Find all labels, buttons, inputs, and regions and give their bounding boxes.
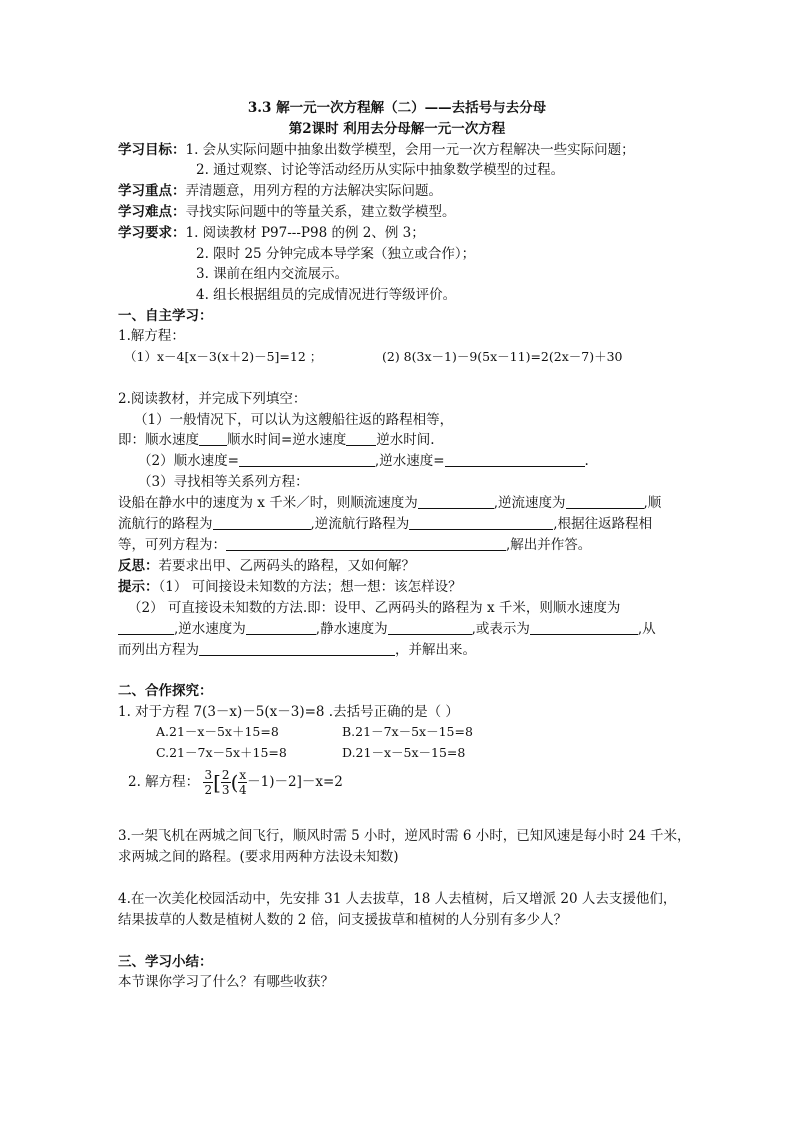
reflect-text: 若要求出甲、乙两码头的路程，又如何解？ [158,558,415,574]
speed-text-a: 即：顺水速度 [118,432,199,448]
blank-12[interactable] [199,641,395,656]
text: ,从 [637,621,656,637]
blank-upstream-speed[interactable] [445,452,585,467]
text: 流航行的路程为 [118,516,213,532]
frac-num: 3 [204,768,213,782]
text: ，并解出来。 [395,642,476,658]
option-a: A.21－x－5x＋15=8 [156,724,279,739]
hint-2: （2） 可直接设未知数的方法.即：设甲、乙两码头的路程为 x 千米，则顺水速度为 [128,600,621,616]
text: ,静水速度为 [315,621,388,637]
text: ,根据往返路程相 [553,516,653,532]
frac-den: 3 [221,783,230,797]
hint [118,577,462,597]
section-2-heading: 二、合作探究： [118,683,213,699]
text: ,解出并作答。 [506,537,592,553]
s1-q2-part4 [118,493,661,513]
s1-q2-label: 2.阅读教材，并完成下列填空： [118,391,307,407]
blank-downstream-speed[interactable] [239,452,375,467]
text: ,或表示为 [471,621,530,637]
s2-q1: 1. 对于方程 7(3－x)－5(x－3)=8 .去括号正确的是（ ） [118,704,459,720]
key-point [118,181,442,201]
s2-q2 [128,766,343,799]
blank-9[interactable] [246,620,316,635]
s1-q1-equation-2: (2) 8(3x－1)－9(5x－11)=2(2x－7)＋30 [382,349,623,364]
paren: ( [230,770,239,795]
difficulty-text: 寻找实际问题中的等量关系，建立数学模型。 [185,204,456,220]
text: ,逆流速度为 [493,495,566,511]
text: ,逆流航行路程为 [310,516,410,532]
s1-q2-part3: （3）寻找相等关系列方程： [138,474,309,490]
blank-7[interactable] [226,536,506,551]
blank-1[interactable] [199,431,227,446]
upstream-label: ,逆水速度= [374,453,445,469]
frac-num: x [239,768,247,782]
objective-2: 2. 通过观察、讨论等活动经历从实际中抽象数学模型的过程。 [196,162,565,178]
option-b: B.21－7x－5x－15=8 [342,724,473,739]
s2-q3-line-1: 3.一架飞机在两城之间飞行，顺风时需 5 小时，逆风时需 6 小时，已知风速是每小时 24 千米， [118,828,691,844]
requirements-line-1 [118,223,425,243]
objectives-label: 学习目标： [118,142,186,158]
blank-3[interactable] [418,494,494,509]
blank-2[interactable] [346,431,376,446]
blank-11[interactable] [530,620,638,635]
key-point-label: 学习重点： [118,183,186,199]
fraction-2-3 [221,768,231,797]
hint-3 [118,619,656,639]
difficulty [118,202,456,222]
period: . [584,453,589,469]
speed-text-b: 顺水时间=逆水速度 [227,432,347,448]
s1-q2-part1b [118,430,435,450]
speed-text-c: 逆水时间. [376,432,435,448]
s2-q4-line-1: 4.在一次美化校园活动中，先安排 31 人去拔草，18 人去植树，后又增派 20 人去支援他们， [118,891,677,907]
fraction-x-4 [238,768,247,797]
document-title: 3.3 解一元一次方程解（二）——去括号与去分母 [247,100,547,116]
summary-prompt: 本节课你学习了什么？有哪些收获？ [118,974,334,990]
objective-1: 1. 会从实际问题中抽象出数学模型，会用一元一次方程解决一些实际问题； [185,142,635,158]
section-1-heading: 一、自主学习： [118,308,213,324]
s1-q2-part1: （1）一般情况下，可以认为这艘船往返的路程相等， [134,412,454,428]
requirement-2: 2. 限时 25 分钟完成本导学案（独立或合作）； [196,246,476,262]
section-3-heading: 三、学习小结： [118,954,213,970]
requirements-label: 学习要求： [118,225,186,241]
s1-q2-part2 [138,451,589,471]
hint-4 [118,640,476,660]
requirement-4: 4. 组长根据组员的完成情况进行等级评价。 [196,287,457,303]
requirement-1: 1. 阅读教材 P97---P98 的例 2、例 3； [185,225,425,241]
objectives-line-1 [118,140,635,160]
frac-num: 2 [221,768,230,782]
hint-label: 提示： [118,579,159,595]
option-c: C.21－7x－5x＋15=8 [156,745,287,760]
fraction-3-2 [203,768,213,797]
text: ,逆水速度为 [174,621,246,637]
hint-text: （1） 可间接设未知数的方法；想一想：该怎样设？ [158,579,462,595]
s2-q2-label: 2. 解方程： [128,774,200,790]
downstream-label: （2）顺水速度= [138,453,239,469]
difficulty-label: 学习难点： [118,204,186,220]
key-point-text: 弄清题意，用列方程的方法解决实际问题。 [185,183,442,199]
text: 而列出方程为 [118,642,199,658]
blank-10[interactable] [388,620,472,635]
blank-4[interactable] [566,494,644,509]
option-d: D.21－x－5x－15=8 [342,745,466,760]
s2-q4-line-2: 结果拔草的人数是植树人数的 2 倍，问支援拔草和植树的人分别有多少人？ [118,912,568,928]
reflection [118,556,415,576]
frac-den: 2 [204,783,213,797]
s1-q1-label: 1.解方程： [118,328,185,344]
s1-q2-part5 [118,514,652,534]
requirement-3: 3. 课前在组内交流展示。 [196,266,349,282]
blank-6[interactable] [409,515,553,530]
equation-tail: －1)－2]－x=2 [247,774,343,790]
s1-q2-part6 [118,535,591,555]
blank-8[interactable] [118,620,174,635]
text: ,顺 [643,495,662,511]
reflect-label: 反思： [118,558,159,574]
s2-q3-line-2: 求两城之间的路程。(要求用两种方法设未知数) [118,849,399,865]
text: 设船在静水中的速度为 x 千米／时，则顺流速度为 [118,495,418,511]
bracket: [ [213,770,221,795]
blank-5[interactable] [213,515,311,530]
s1-q1-equation-1: （1）x－4[x－3(x＋2)－5]=12 ； [124,349,323,364]
text: 等，可列方程为： [118,537,226,553]
document-subtitle: 第2课时 利用去分母解一元一次方程 [288,121,506,137]
frac-den: 4 [238,783,247,797]
